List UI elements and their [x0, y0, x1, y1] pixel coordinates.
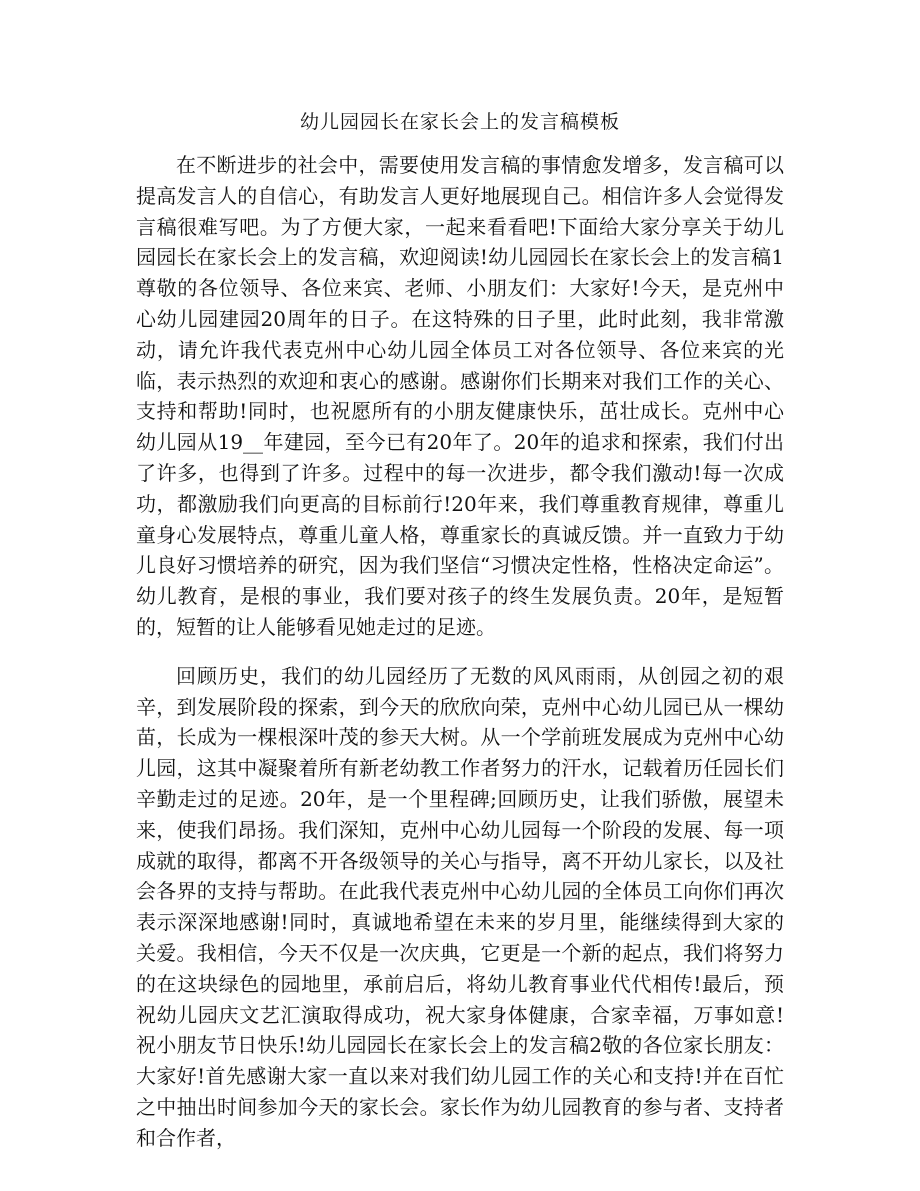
paragraph-1: 在不断进步的社会中，需要使用发言稿的事情愈发增多，发言稿可以提高发言人的自信心，有助发言人更好地展现自己。相信许多人会觉得发言稿很难写吧。为了方便大家，一起来看看吧!下面给大家分享关于幼儿园园长在家长会上的发言稿，欢迎阅读!幼儿园园长在家长会上的发言稿1尊敬的各位领导、各位来宾、老师、小朋友们：大家好!今天，是克州中心幼儿园建园20周年的日子。在这特殊的日子里，此时此刻，我非常激动，请允许我代表克州中心幼儿园全体员工对各位领导、各位来宾的光临，表示热烈的欢迎和衷心的感谢。感谢你们长期来对我们工作的关心、支持和帮助!同时，也祝愿所有的小朋友健康快乐，茁壮成长。克州中心幼儿园从19__年建园，至今已有20年了。20年的追求和探索，我们付出了许多，也得到了许多。过程中的每一次进步，都令我们激动!每一次成功，都激励我们向更高的目标前行!20年来，我们尊重教育规律，尊重儿童身心发展特点，尊重儿童人格，尊重家长的真诚反馈。并一直致力于幼儿良好习惯培养的研究，因为我们坚信“习惯决定性格，性格决定命运”。幼儿教育，是根的事业，我们要对孩子的终生发展负责。20年，是短暂的，短暂的让人能够看见她走过的足迹。 — [136, 153, 784, 639]
paragraph-2: 回顾历史，我们的幼儿园经历了无数的风风雨雨，从创园之初的艰辛，到发展阶段的探索，到今天的欣欣向荣，克州中心幼儿园已从一棵幼苗，长成为一棵根深叶茂的参天大树。从一个学前班发展成为克州中心幼儿园，这其中凝聚着所有新老幼教工作者努力的汗水，记载着历任园长们辛勤走过的足迹。20年，是一个里程碑;回顾历史，让我们骄傲，展望未来，使我们昂扬。我们深知，克州中心幼儿园每一个阶段的发展、每一项成就的取得，都离不开各级领导的关心与指导，离不开幼儿家长，以及社会各界的支持与帮助。在此我代表克州中心幼儿园的全体员工向你们再次表示深深地感谢!同时，真诚地希望在未来的岁月里，能继续得到大家的关爱。我相信，今天不仅是一次庆典，它更是一个新的起点，我们将努力的在这块绿色的园地里，承前启后，将幼儿教育事业代代相传!最后，预祝幼儿园庆文艺汇演取得成功，祝大家身体健康，合家幸福，万事如意!祝小朋友节日快乐!幼儿园园长在家长会上的发言稿2敬的各位家长朋友：大家好!首先感谢大家一直以来对我们幼儿园工作的关心和支持!并在百忙之中抽出时间参加今天的家长会。家长作为幼儿园教育的参与者、支持者和合作者， — [136, 663, 784, 1150]
document-title: 幼儿园园长在家长会上的发言稿模板 — [299, 111, 620, 133]
document-body — [136, 150, 784, 1154]
